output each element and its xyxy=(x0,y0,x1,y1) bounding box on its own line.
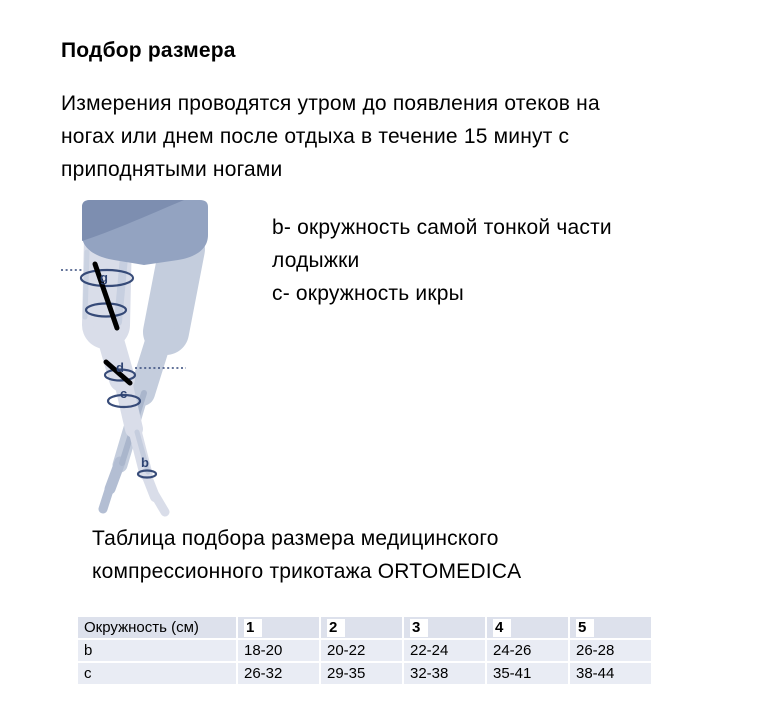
legs-illustration xyxy=(58,197,235,520)
size-cell: 20-22 xyxy=(321,640,402,661)
size-cell: 26-28 xyxy=(570,640,651,661)
label-g: g xyxy=(100,270,108,285)
size-number: 5 xyxy=(576,619,594,637)
size-cell: 29-35 xyxy=(321,663,402,684)
size-table-header-row xyxy=(78,617,651,638)
size-number: 2 xyxy=(327,619,345,637)
measurement-figure xyxy=(58,197,235,520)
size-table-row-b xyxy=(78,640,651,661)
size-number: 3 xyxy=(410,619,428,637)
intro-line: ногах или днем после отдыха в течение 15 минут с xyxy=(61,125,570,148)
intro-line: приподнятыми ногами xyxy=(61,158,283,181)
size-cell: 35-41 xyxy=(487,663,568,684)
size-cell: 32-38 xyxy=(404,663,485,684)
size-number: 4 xyxy=(493,619,511,637)
size-number: 1 xyxy=(244,619,262,637)
size-cell: 22-24 xyxy=(404,640,485,661)
header-circumference: Окружность (см) xyxy=(78,617,236,638)
size-cell: 18-20 xyxy=(238,640,319,661)
row-label-c: c xyxy=(78,663,236,684)
size-table-row-c xyxy=(78,663,651,684)
caption-line-c: c- окружность икры xyxy=(272,282,464,305)
caption-line-b: b- окружность самой тонкой части xyxy=(272,216,612,239)
caption-line-b2: лодыжки xyxy=(272,249,360,272)
size-cell: 24-26 xyxy=(487,640,568,661)
header-size-4 xyxy=(487,617,568,638)
size-table xyxy=(76,615,653,686)
label-c: c xyxy=(120,386,128,401)
size-cell: 38-44 xyxy=(570,663,651,684)
subtitle-line: Таблица подбора размера медицинского xyxy=(92,527,499,550)
label-b: b xyxy=(141,455,149,470)
header-size-3 xyxy=(404,617,485,638)
header-size-1 xyxy=(238,617,319,638)
panty xyxy=(82,200,208,265)
label-d: d xyxy=(116,360,124,375)
intro-paragraph xyxy=(61,87,600,186)
page-title: Подбор размера xyxy=(61,39,236,63)
figure-caption xyxy=(272,211,612,310)
size-cell: 26-32 xyxy=(238,663,319,684)
size-table-subtitle xyxy=(92,522,521,588)
intro-line: Измерения проводятся утром до появления отеков на xyxy=(61,92,600,115)
header-size-2 xyxy=(321,617,402,638)
header-size-5 xyxy=(570,617,651,638)
row-label-b: b xyxy=(78,640,236,661)
subtitle-line: компрессионного трикотажа ORTOMEDICA xyxy=(92,560,522,583)
